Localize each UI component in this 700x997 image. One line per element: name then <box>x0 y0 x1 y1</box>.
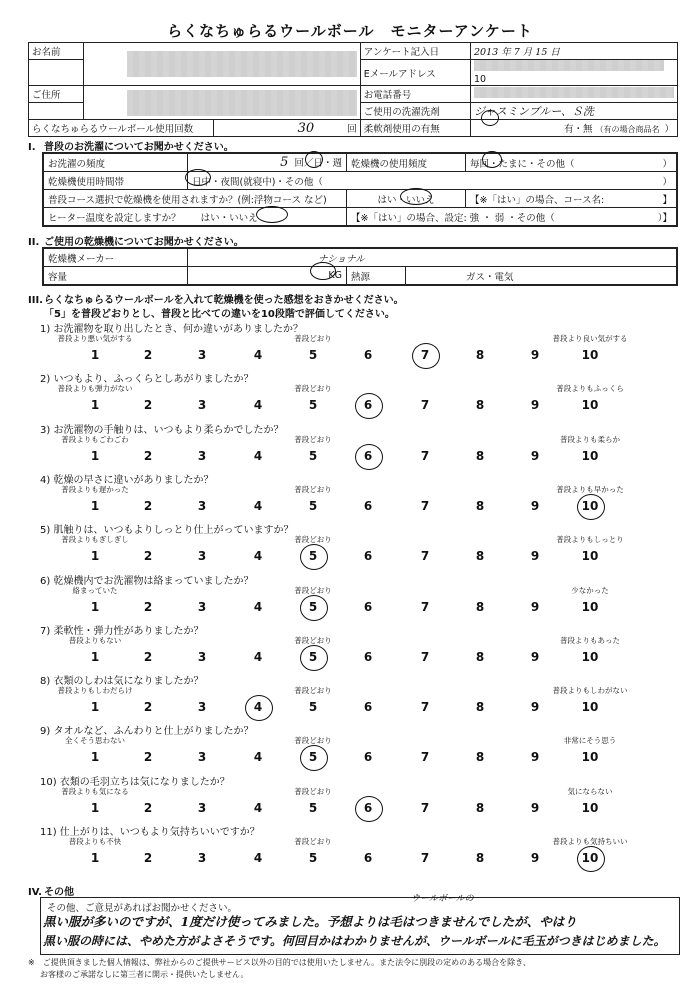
rating-option[interactable]: 4 <box>253 549 263 564</box>
rating-option[interactable]: 9 <box>530 599 540 614</box>
question-1-scale <box>0 334 628 365</box>
rating-option[interactable]: 10 <box>581 398 599 413</box>
rating-option[interactable]: 4 <box>253 599 263 614</box>
comments-box <box>40 894 680 955</box>
rating-option[interactable]: 4 <box>253 448 263 463</box>
scale-label-low: 普段よりもぎしぎし <box>61 535 129 545</box>
scale-label-high: 普段よりもしわがない <box>552 686 628 696</box>
scale-label-high: 普段よりもしっとり <box>556 535 624 545</box>
uses-label: らくなちゅらるウールボール使用回数 <box>29 120 214 137</box>
scale-label-high: 普段よりも柔らか <box>560 434 620 444</box>
rating-option[interactable]: 4 <box>253 398 263 413</box>
section1-table <box>42 152 678 227</box>
softener-options: 有・無 <box>564 124 593 135</box>
selected-rating-circle <box>355 444 383 470</box>
rating-option[interactable]: 6 <box>363 549 373 564</box>
course-no-circle <box>400 188 432 205</box>
rating-option[interactable]: 5 <box>308 750 318 765</box>
rating-option[interactable]: 10 <box>581 750 599 765</box>
rating-option[interactable]: 9 <box>530 549 540 564</box>
rating-option[interactable]: 5 <box>308 599 318 614</box>
rating-option[interactable]: 8 <box>475 398 485 413</box>
softener-note: （有の場合商品名 <box>595 125 660 134</box>
scale-label-high: 普段より良い気がする <box>552 334 628 343</box>
scale-label-mid: 普段どおり <box>294 585 332 595</box>
rating-option[interactable]: 8 <box>475 750 485 765</box>
rating-option[interactable]: 2 <box>143 599 153 614</box>
question-7-scale <box>0 637 620 667</box>
rating-option[interactable]: 9 <box>530 498 540 513</box>
rating-option[interactable]: 2 <box>143 800 153 815</box>
scale-label-mid: 普段どおり <box>294 786 332 796</box>
question-9-text: 9) タオルなど、ふんわりと仕上がりましたか？ <box>40 726 254 738</box>
scale-label-low: 普段よりも気になる <box>61 786 129 796</box>
course-note: 【※「はい」の場合、コース名: 】 <box>466 190 677 208</box>
selected-rating-circle <box>300 645 328 671</box>
question-1-text: 1) お洗濯物を取り出したとき、何か違いがありましたか？ <box>40 324 304 335</box>
name-label: お名前 <box>29 43 84 60</box>
rating-option[interactable]: 7 <box>420 448 430 463</box>
question-8-scale <box>0 686 628 717</box>
scale-label-low: 普段より悪い気がする <box>57 334 133 343</box>
rating-option[interactable]: 9 <box>530 700 540 715</box>
rating-option[interactable]: 6 <box>363 448 373 463</box>
question-4-text: 4) 乾燥の早さに違いがありましたか？ <box>40 474 214 486</box>
rating-option[interactable]: 3 <box>197 549 207 564</box>
rating-option[interactable]: 4 <box>253 851 263 865</box>
scale-label-mid: 普段どおり <box>294 334 332 343</box>
selected-rating-circle <box>245 695 273 721</box>
rating-option[interactable]: 5 <box>308 549 318 564</box>
rating-option[interactable]: 2 <box>143 398 153 413</box>
section2-heading: II. ご使用の乾燥機についてお聞かせください。 <box>28 237 244 248</box>
selected-rating-circle <box>355 393 383 419</box>
rating-option[interactable]: 1 <box>90 348 100 362</box>
rating-option[interactable]: 4 <box>253 348 263 362</box>
comments-line-2: 黒い服の時には、やめた方がよさそうです。何回目かはわかりませんが、ウールボールに毛玉がつきはじめました。 <box>43 934 666 948</box>
freq-value: 5 <box>280 155 289 170</box>
survey-date-value: 2013 年 7 月 15 日 <box>471 43 678 60</box>
scale-label-high: 普段よりも気持ちいい <box>552 837 628 846</box>
rating-option[interactable]: 3 <box>197 700 207 715</box>
scale-label-high: 普段よりもあった <box>560 635 620 645</box>
rating-option[interactable]: 8 <box>475 700 485 715</box>
rating-option[interactable]: 8 <box>475 549 485 564</box>
rating-option[interactable]: 10 <box>581 498 599 513</box>
course-options: はい・いいえ <box>347 190 466 208</box>
question-10-text: 10) 衣類の毛羽立ちは気になりましたか？ <box>40 776 230 788</box>
rating-option[interactable]: 10 <box>581 700 599 715</box>
question-6-scale <box>0 587 620 617</box>
heat-options: ガス・電気 <box>406 267 677 285</box>
rating-option[interactable]: 3 <box>197 851 207 865</box>
scale-label-mid: 普段どおり <box>294 484 332 494</box>
rating-option[interactable]: 1 <box>90 599 100 614</box>
question-6-text: 6) 乾燥機内でお洗濯物は絡まっていましたか？ <box>40 575 254 587</box>
scale-label-low: 普段よりも遅かった <box>61 484 129 494</box>
rating-option[interactable]: 7 <box>420 649 430 664</box>
selected-rating-circle <box>355 796 383 822</box>
rating-option[interactable]: 2 <box>143 448 153 463</box>
dryer-time-day-circle <box>185 169 211 186</box>
email-label: Eメールアドレス <box>360 60 470 86</box>
scale-label-low: 普段よりもごわごわ <box>61 434 129 444</box>
rating-option[interactable]: 4 <box>253 498 263 513</box>
rating-option[interactable]: 10 <box>581 851 599 865</box>
scale-label-low: 全くそう思わない <box>65 736 125 746</box>
section3-heading: III.らくなちゅらるウールボールを入れて乾燥機を使った感想をおきかせください。 <box>28 295 404 306</box>
question-7-text: 7) 柔軟性・弾力性がありましたか？ <box>40 625 204 637</box>
email-field <box>471 60 678 86</box>
detergent-value: ジャスミンブルー、Ｓ洗 <box>471 103 678 120</box>
comments-insert: ウールボールの <box>411 894 474 904</box>
softener-cell <box>471 120 678 137</box>
rating-option[interactable]: 3 <box>197 649 207 664</box>
rating-option[interactable]: 8 <box>475 800 485 815</box>
comments-line-1: 黒い服が多いのですが、1度だけ使ってみました。予想よりは毛はつきませんでしたが、やはり <box>43 914 577 929</box>
selected-rating-circle <box>300 595 328 621</box>
survey-date-label: アンケート記入日 <box>360 43 470 60</box>
rating-option[interactable]: 2 <box>143 498 153 513</box>
rating-option[interactable]: 9 <box>530 649 540 664</box>
rating-option[interactable]: 3 <box>197 750 207 765</box>
rating-option[interactable]: 6 <box>363 649 373 664</box>
rating-option[interactable]: 1 <box>90 700 100 715</box>
freq-week-circle <box>305 151 323 168</box>
uses-value: 30 <box>297 120 315 136</box>
rating-option[interactable]: 6 <box>363 498 373 513</box>
section1-heading: I. 普段のお洗濯についてお聞かせください。 <box>28 142 234 153</box>
scale-label-low: 普段よりもしわだらけ <box>57 686 133 696</box>
rating-option[interactable]: 4 <box>253 649 263 664</box>
section3-instruction: 「5」を普段どおりとし、普段と比べての違いを10段階で評価してください。 <box>44 309 395 320</box>
rating-option[interactable]: 9 <box>530 398 540 413</box>
question-3-text: 3) お洗濯物の手触りは、いつもより柔らかでしたか？ <box>40 424 284 436</box>
rating-option[interactable]: 7 <box>420 549 430 564</box>
rating-option[interactable]: 7 <box>420 348 430 362</box>
question-3-scale <box>0 436 620 466</box>
rating-option[interactable]: 3 <box>197 398 207 413</box>
scale-label-mid: 普段どおり <box>294 736 332 746</box>
rating-option[interactable]: 3 <box>197 599 207 614</box>
address-field <box>83 86 360 120</box>
respondent-info-table <box>28 42 678 137</box>
rating-option[interactable]: 6 <box>363 398 373 413</box>
rating-option[interactable]: 1 <box>90 498 100 513</box>
question-5-text: 5) 肌触りは、いつもよりしっとり仕上がっていますか？ <box>40 525 294 537</box>
heat-label: 熱源 <box>347 267 406 285</box>
question-11-text: 11) 仕上がりは、いつもより気持ちいいですか？ <box>40 827 260 838</box>
dryer-freq-label: 乾燥機の使用頻度 <box>347 154 466 172</box>
rating-option[interactable]: 7 <box>420 800 430 815</box>
rating-option[interactable]: 7 <box>420 851 430 865</box>
softener-close: ） <box>664 124 674 135</box>
rating-option[interactable]: 9 <box>530 750 540 765</box>
rating-option[interactable]: 10 <box>581 800 599 815</box>
scale-label-low: 普段よりもない <box>68 635 122 645</box>
heat-electric-circle <box>310 262 336 280</box>
rating-option[interactable]: 1 <box>90 800 100 815</box>
question-2-scale <box>0 384 624 415</box>
rating-option[interactable]: 1 <box>90 851 100 865</box>
selected-rating-circle <box>577 494 605 520</box>
softener-no-circle <box>481 110 499 126</box>
dryer-freq-every-circle <box>482 151 502 168</box>
scale-label-high: 非常にそう思う <box>563 736 617 746</box>
scale-label-high: 普段よりも早かった <box>556 484 624 494</box>
capacity-label: 容量 <box>44 267 188 285</box>
selected-rating-circle <box>577 846 605 872</box>
heater-label: ヒーター温度を設定しますか？ はい・いいえ <box>44 208 347 226</box>
address-label: ご住所 <box>29 86 84 103</box>
rating-option[interactable]: 8 <box>475 348 485 362</box>
scale-label-mid: 普段どおり <box>294 434 332 444</box>
course-label: 普段コース選択で乾燥機を使用されますか？(例:浮物コース など) <box>44 190 347 208</box>
name-field <box>83 43 360 86</box>
scale-label-high: 気にならない <box>567 786 613 796</box>
rating-option[interactable]: 6 <box>363 750 373 765</box>
rating-option[interactable]: 4 <box>253 800 263 815</box>
freq-label: お洗濯の頻度 <box>44 154 188 172</box>
rating-option[interactable]: 10 <box>581 348 599 362</box>
dryer-time-options: 日中・夜間(就寝中)・その他（ ） <box>188 172 677 190</box>
question-2-text: 2) いつもより、ふっくらとしあがりましたか？ <box>40 374 254 386</box>
rating-option[interactable]: 5 <box>308 348 318 362</box>
question-5-scale <box>0 535 624 566</box>
rating-option[interactable]: 5 <box>308 851 318 865</box>
rating-option[interactable]: 6 <box>363 851 373 865</box>
rating-option[interactable]: 4 <box>253 700 263 715</box>
rating-option[interactable]: 3 <box>197 498 207 513</box>
rating-option[interactable]: 6 <box>363 800 373 815</box>
heater-no-circle <box>256 206 288 223</box>
softener-label: 柔軟剤使用の有無 <box>360 120 470 137</box>
scale-label-mid: 普段どおり <box>294 535 332 545</box>
question-10-scale <box>0 788 620 818</box>
rating-option[interactable]: 8 <box>475 599 485 614</box>
question-4-scale <box>0 484 624 516</box>
rating-option[interactable]: 9 <box>530 851 540 865</box>
rating-option[interactable]: 7 <box>420 700 430 715</box>
rating-option[interactable]: 5 <box>308 398 318 413</box>
section2-table <box>42 247 678 286</box>
rating-option[interactable]: 2 <box>143 851 153 865</box>
rating-option[interactable]: 1 <box>90 750 100 765</box>
maker-label: 乾燥機メーカー <box>44 249 188 267</box>
rating-option[interactable]: 9 <box>530 448 540 463</box>
rating-option[interactable]: 6 <box>363 599 373 614</box>
rating-option[interactable]: 5 <box>308 498 318 513</box>
question-9-scale <box>0 737 620 767</box>
selected-rating-circle <box>412 343 440 369</box>
rating-option[interactable]: 2 <box>143 549 153 564</box>
rating-option[interactable]: 3 <box>197 448 207 463</box>
scale-label-high: 少なかった <box>571 585 609 595</box>
rating-option[interactable]: 4 <box>253 750 263 765</box>
rating-option[interactable]: 2 <box>143 348 153 362</box>
selected-rating-circle <box>300 745 328 771</box>
scale-label-low: 普段よりも不快 <box>68 837 122 846</box>
rating-option[interactable]: 7 <box>420 750 430 765</box>
scale-label-mid: 普段どおり <box>294 837 332 846</box>
rating-option[interactable]: 6 <box>363 700 373 715</box>
rating-option[interactable]: 8 <box>475 498 485 513</box>
rating-option[interactable]: 5 <box>308 800 318 815</box>
detergent-label: ご使用の洗濯洗剤 <box>360 103 470 120</box>
comments-prompt: その他、ご意見があればお聞かせください。 <box>47 903 238 914</box>
section4-heading: IV. その他 <box>28 887 74 898</box>
rating-option[interactable]: 5 <box>308 448 318 463</box>
rating-option[interactable]: 10 <box>581 549 599 564</box>
phone-label: お電話番号 <box>360 86 470 103</box>
rating-option[interactable]: 1 <box>90 398 100 413</box>
rating-option[interactable]: 10 <box>581 599 599 614</box>
question-8-text: 8) 衣類のしわは気になりましたか？ <box>40 676 204 688</box>
rating-option[interactable]: 1 <box>90 549 100 564</box>
scale-label-mid: 普段どおり <box>294 635 332 645</box>
rating-option[interactable]: 8 <box>475 851 485 865</box>
selected-rating-circle <box>300 544 328 570</box>
rating-option[interactable]: 7 <box>420 599 430 614</box>
rating-option[interactable]: 8 <box>475 448 485 463</box>
maker-value: ナショナル <box>188 249 677 267</box>
rating-option[interactable]: 6 <box>363 348 373 362</box>
phone-field <box>471 86 678 103</box>
rating-option[interactable]: 1 <box>90 448 100 463</box>
rating-option[interactable]: 10 <box>581 448 599 463</box>
rating-option[interactable]: 3 <box>197 800 207 815</box>
email-suffix: 10 <box>474 74 487 85</box>
dryer-freq-options: 毎回・たまに・その他（ ） <box>466 154 677 172</box>
freq-unit: 回／日・週 <box>294 158 342 169</box>
rating-option[interactable]: 2 <box>143 750 153 765</box>
rating-option[interactable]: 5 <box>308 649 318 664</box>
privacy-notice-line-1: ※ ご提供頂きました個人情報は、弊社からのご提供サービス以外の目的では使用いたしません。また法令に別段の定めのある場合を除き、 <box>28 958 531 967</box>
scale-label-mid: 普段どおり <box>294 384 332 394</box>
uses-unit: 回 <box>347 123 357 135</box>
rating-option[interactable]: 9 <box>530 348 540 362</box>
privacy-notice-line-2: お客様のご承諾なしに第三者に開示・提供いたしません。 <box>40 970 249 979</box>
question-11-scale <box>0 837 628 868</box>
heater-note: 【※「はい」の場合、設定: 強 ・ 弱 ・その他（ ）】 <box>347 208 677 226</box>
rating-option[interactable]: 7 <box>420 498 430 513</box>
uses-cell <box>213 120 360 137</box>
rating-option[interactable]: 2 <box>143 700 153 715</box>
dryer-time-label: 乾燥機使用時間帯 <box>44 172 188 190</box>
rating-option[interactable]: 5 <box>308 700 318 715</box>
scale-label-low: 絡まっていた <box>72 585 118 595</box>
scale-label-high: 普段よりもふっくら <box>556 384 624 394</box>
capacity-unit: KG <box>188 267 347 285</box>
scale-label-low: 普段よりも弾力がない <box>57 384 133 394</box>
rating-option[interactable]: 9 <box>530 800 540 815</box>
rating-option[interactable]: 7 <box>420 398 430 413</box>
rating-option[interactable]: 10 <box>581 649 599 664</box>
rating-option[interactable]: 3 <box>197 348 207 362</box>
rating-option[interactable]: 1 <box>90 649 100 664</box>
rating-option[interactable]: 8 <box>475 649 485 664</box>
page-title: らくなちゅらるウールボール モニターアンケート <box>167 22 533 40</box>
rating-option[interactable]: 2 <box>143 649 153 664</box>
scale-label-mid: 普段どおり <box>294 686 332 696</box>
